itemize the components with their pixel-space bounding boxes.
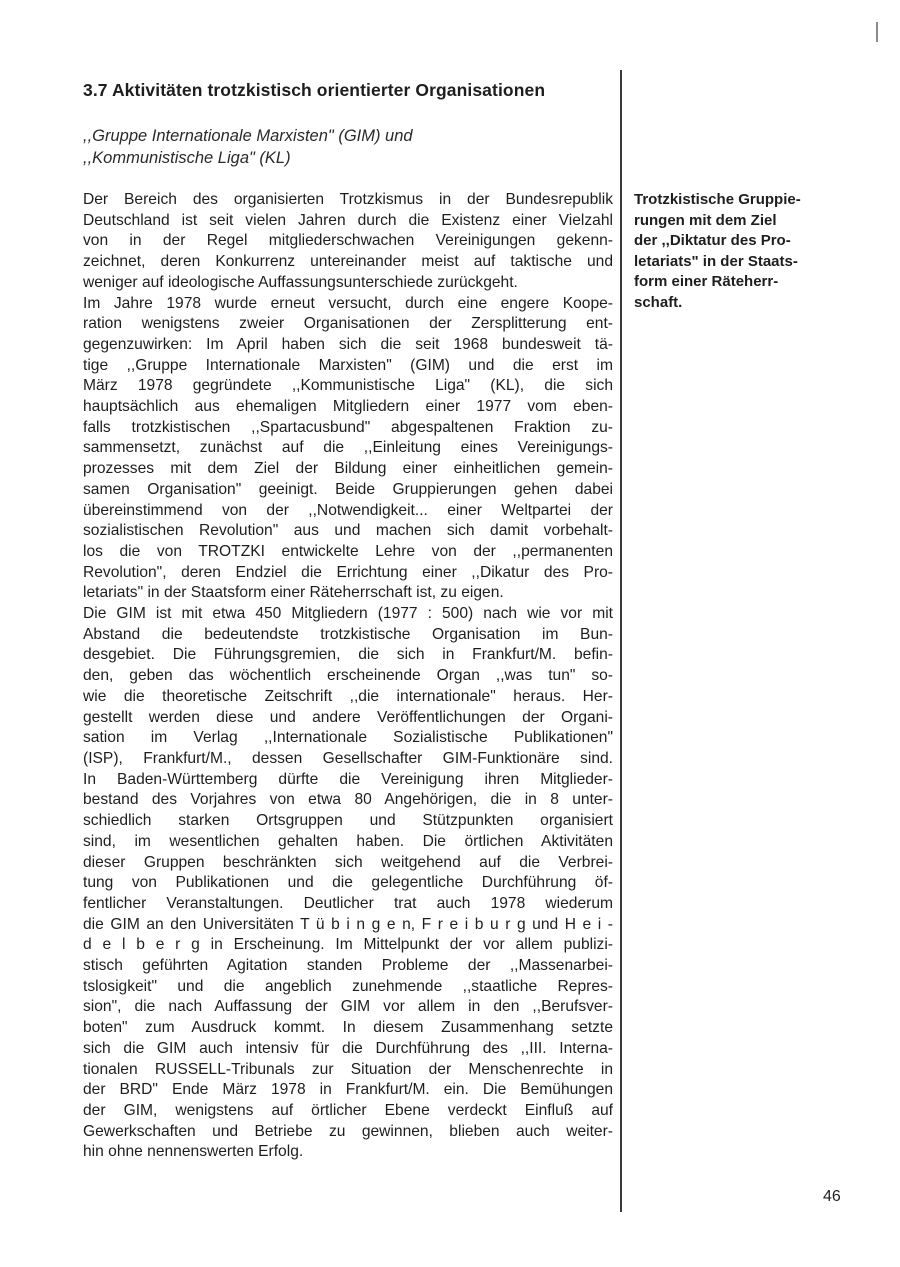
margin-note bbox=[634, 190, 854, 313]
margin-note-line: letariats" in der Staats- bbox=[634, 252, 798, 270]
body-line: Die GIM ist mit etwa 450 Mitgliedern (1977 : 500) nach wie vor mit bbox=[83, 605, 613, 623]
body-line: tige ,,Gruppe Internationale Marxisten" (GIM) und die erst im bbox=[83, 356, 613, 374]
subheading bbox=[83, 125, 413, 169]
section-heading: 3.7 Aktivitäten trotzkistisch orientierter Organisationen bbox=[83, 80, 546, 100]
body-line: letariats" in der Staatsform einer Räteherrschaft ist, zu eigen. bbox=[83, 584, 504, 602]
body-line: der GIM, wenigstens auf örtlicher Ebene verdeckt Einfluß auf bbox=[83, 1101, 613, 1119]
body-line: gestellt werden diese und andere Veröffentlichungen der Organi- bbox=[83, 708, 613, 726]
margin-note-line: schaft. bbox=[634, 293, 683, 311]
body-line: von in der Regel mitgliederschwachen Vereinigungen gekenn- bbox=[83, 232, 613, 250]
body-line: prozesses mit dem Ziel der Bildung einer einheitlichen gemein- bbox=[83, 460, 613, 478]
subheading-line: ,,Kommunistische Liga" (KL) bbox=[83, 149, 291, 167]
body-line: Revolution", deren Endziel die Errichtung einer ,,Dikatur des Pro- bbox=[83, 563, 613, 581]
column-divider bbox=[620, 70, 622, 1212]
body-line: sammensetzt, zunächst auf die ,,Einleitung eines Vereinigungs- bbox=[83, 439, 613, 457]
body-line: Im Jahre 1978 wurde erneut versucht, durch eine engere Koope- bbox=[83, 294, 613, 312]
body-line: bestand des Vorjahres von etwa 80 Angehörigen, die in 8 unter- bbox=[83, 791, 613, 809]
body-line: sich die GIM auch intensiv für die Durchführung des ,,III. Interna- bbox=[83, 1039, 613, 1057]
body-line: übereinstimmend von der ,,Notwendigkeit... einer Weltpartei der bbox=[83, 501, 613, 519]
margin-note-line: form einer Räteherr- bbox=[634, 273, 779, 290]
body-line: wie die theoretische Zeitschrift ,,die internationale" heraus. Her- bbox=[83, 687, 613, 705]
body-line: ration wenigstens zweier Organisationen der Zersplitterung ent- bbox=[83, 315, 613, 333]
body-line: Gewerkschaften und Betriebe zu gewinnen, blieben auch weiter- bbox=[83, 1122, 613, 1140]
body-line: fentlicher Veranstaltungen. Deutlicher trat auch 1978 wiederum bbox=[83, 894, 613, 912]
body-line: tionalen RUSSELL-Tribunals zur Situation der Menschenrechte in bbox=[83, 1060, 613, 1078]
body-line: (ISP), Frankfurt/M., dessen Gesellschafter GIM-Funktionäre sind. bbox=[83, 749, 613, 767]
subheading-line: ,,Gruppe Internationale Marxisten" (GIM) und bbox=[83, 127, 413, 145]
body-line: samen Organisation" geeinigt. Beide Gruppierungen gehen dabei bbox=[83, 480, 613, 498]
body-line: gegenzuwirken: Im April haben sich die seit 1968 bundesweit tä- bbox=[83, 335, 613, 353]
margin-note-line: der ,,Diktatur des Pro- bbox=[634, 232, 791, 249]
body-line: März 1978 gegründete ,,Kommunistische Liga" (KL), die sich bbox=[83, 377, 613, 395]
body-line: hin ohne nennenswerten Erfolg. bbox=[83, 1143, 304, 1161]
body-line: Abstand die bedeutendste trotzkistische Organisation im Bun- bbox=[83, 625, 613, 643]
body-line: falls trotzkistischen ,,Spartacusbund" abgespaltenen Fraktion zu- bbox=[83, 418, 613, 436]
body-line: zeichnet, deren Konkurrenz untereinander meist auf taktische und bbox=[83, 253, 613, 271]
margin-note-line: rungen mit dem Ziel bbox=[634, 211, 777, 229]
body-line: tung von Publikationen und die gelegentliche Durchführung öf- bbox=[83, 874, 613, 892]
body-line: stisch geführten Agitation standen Probleme der ,,Massenarbei- bbox=[83, 957, 613, 975]
body-line: d e l b e r g in Erscheinung. Im Mittelpunkt der vor allem publizi- bbox=[83, 936, 613, 954]
body-line: sind, im wesentlichen gehalten haben. Die örtlichen Aktivitäten bbox=[83, 832, 613, 850]
body-line: desgebiet. Die Führungsgremien, die sich in Frankfurt/M. befin- bbox=[83, 646, 613, 664]
body-line: sion", die nach Auffassung der GIM vor allem in den ,,Berufsver- bbox=[83, 998, 613, 1016]
body-line: schiedlich starken Ortsgruppen und Stützpunkten organisiert bbox=[83, 812, 613, 830]
body-line: Deutschland ist seit vielen Jahren durch die Existenz einer Vielzahl bbox=[83, 211, 613, 229]
body-line: weniger auf ideologische Auffassungsunterschiede zurückgeht. bbox=[83, 273, 518, 291]
body-line: boten" zum Ausdruck kommt. In diesem Zusammenhang setzte bbox=[83, 1019, 613, 1037]
body-line: Der Bereich des organisierten Trotzkismus in der Bundesrepublik bbox=[83, 191, 613, 208]
body-line: sation im Verlag ,,Internationale Sozialistische Publikationen" bbox=[83, 729, 613, 747]
body-line: sozialistischen Revolution" aus und machen sich damit vorbehalt- bbox=[83, 522, 613, 540]
margin-note-line: Trotzkistische Gruppie- bbox=[634, 191, 801, 208]
body-line: den, geben das wöchentlich erscheinende Organ ,,was tun" so- bbox=[83, 667, 613, 685]
page-number: 46 bbox=[823, 1188, 841, 1205]
body-line: der BRD" Ende März 1978 in Frankfurt/M. ein. Die Bemühungen bbox=[83, 1081, 613, 1099]
corner-mark bbox=[876, 22, 878, 42]
body-line: In Baden-Württemberg dürfte die Vereinigung ihren Mitglieder- bbox=[83, 770, 613, 788]
body-line: dieser Gruppen beschränkten sich weitgehend auf die Verbrei- bbox=[83, 853, 613, 871]
body-text bbox=[83, 190, 613, 1163]
body-line: tslosigkeit" und die angeblich zunehmende ,,staatliche Repres- bbox=[83, 977, 613, 995]
body-line: die GIM an den Universitäten T ü b i n g e n, F r e i b u r g und H e i - bbox=[83, 915, 613, 933]
body-line: hauptsächlich aus ehemaligen Mitgliedern einer 1977 vom eben- bbox=[83, 398, 613, 416]
body-line: los die von TROTZKI entwickelte Lehre von der ,,permanenten bbox=[83, 542, 613, 560]
